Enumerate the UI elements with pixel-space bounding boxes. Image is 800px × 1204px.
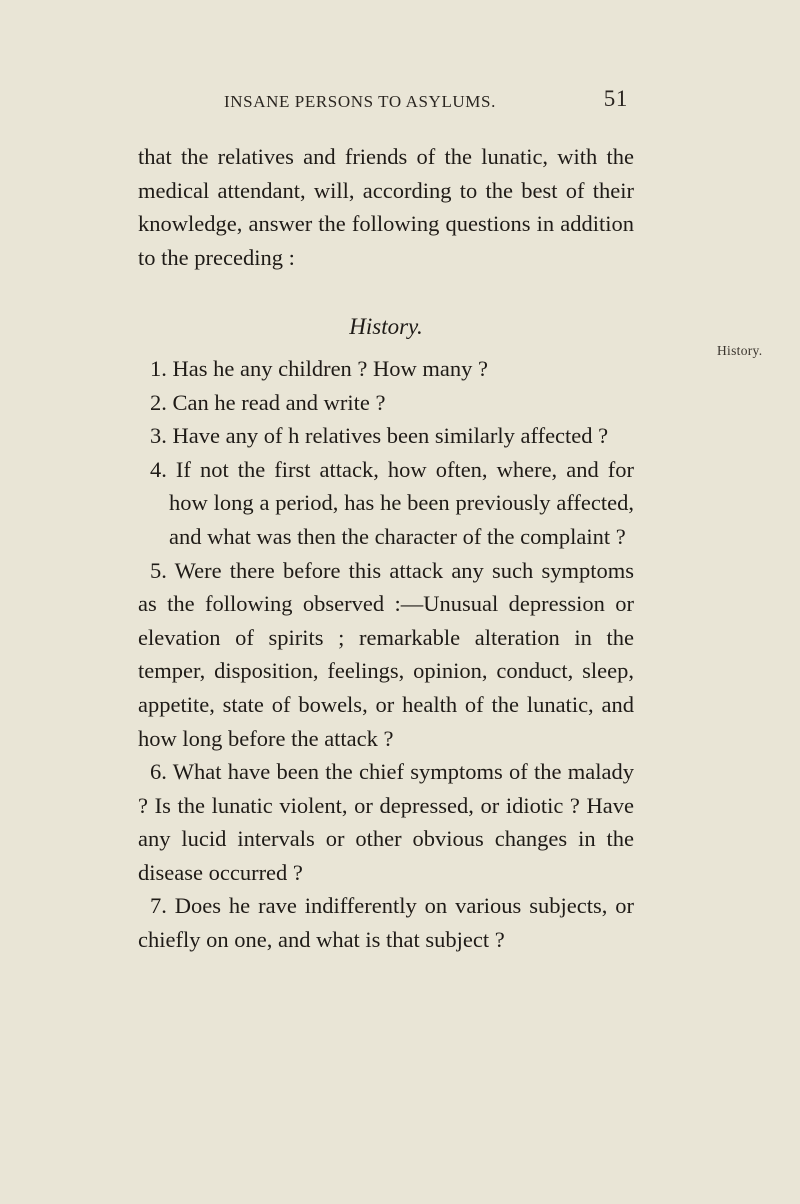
- body-text: [138, 140, 634, 957]
- question-7: 7. Does he rave indifferently on various subjects, or chiefly on one, and what is that subject ?: [138, 893, 634, 953]
- question-4: 4. If not the first attack, how often, where, and for how long a period, has he been previously affected, and what was then the character of the complaint ?: [150, 456, 634, 549]
- margin-note-history: History.: [717, 343, 763, 358]
- question-3: 3. Have any of h relatives been similarly affected ?: [150, 423, 609, 449]
- running-head-title: INSANE PERSONS TO ASYLUMS.: [224, 92, 496, 111]
- question-2: 2. Can he read and write ?: [150, 389, 386, 415]
- page-number: 51: [603, 86, 628, 111]
- question-1: 1. Has he any children ? How many ?: [150, 355, 489, 381]
- question-5: 5. Were there before this attack any such symptoms as the following observed :—Unusual depression or elevation of spirits ; remarkable alteration in the temper, disposition, feelings, opinion, conduct, sleep, appetite, state of bowels, or health of the lunatic, and how long before the attack ?: [138, 557, 634, 751]
- question-6: 6. What have been the chief symptoms of the malady ? Is the lunatic violent, or depressed, or idiotic ? Have any lucid intervals or other obvious changes in the disease occurred ?: [138, 759, 634, 885]
- intro-paragraph: that the relatives and friends of the lunatic, with the medical attendant, will, according to the best of their knowledge, answer the following questions in addition to the preceding :: [138, 144, 634, 270]
- section-heading: History.: [349, 314, 423, 340]
